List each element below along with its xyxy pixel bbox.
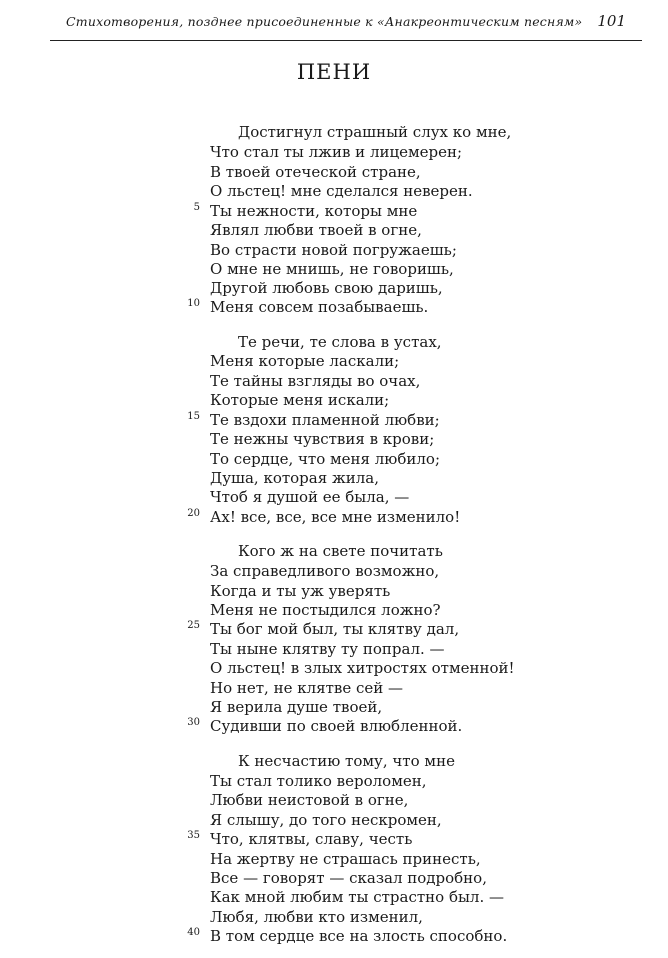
poem-line: Те речи, те слова в устах, [238, 333, 442, 351]
poem-line: Кого ж на свете почитать [238, 542, 443, 560]
running-title: Стихотворения, позднее присоединенные к «Анакреонтическим песням» [66, 14, 583, 29]
poem-line: Ты нежности, которы мне [210, 202, 418, 220]
poem-line: Меня совсем позабываешь. [210, 298, 429, 316]
poem-line: В твоей отеческой стране, [210, 163, 421, 181]
line-number: 15 [187, 411, 200, 422]
poem-line: Которые меня искали; [210, 391, 390, 409]
poem-line: К несчастию тому, что мне [238, 752, 455, 770]
poem-line: Что стал ты лжив и лицемерен; [210, 143, 463, 161]
poem-line: Судивши по своей влюбленной. [210, 717, 463, 735]
poem-line: Я слышу, до того нескромен, [210, 811, 442, 829]
poem-line: В том сердце все на злость способно. [210, 927, 508, 945]
poem-line: За справедливого возможно, [210, 562, 440, 580]
poem-title: ПЕНИ [296, 60, 372, 84]
poem-line: Ты бог мой был, ты клятву дал, [210, 620, 460, 638]
poem-line: Я верила душе твоей, [210, 698, 383, 716]
line-number: 35 [187, 830, 200, 841]
line-number: 5 [193, 202, 200, 213]
poem-line: Чтоб я душой ее была, — [210, 488, 410, 506]
poem-line: Душа, которая жила, [210, 469, 379, 487]
poem-line: То сердце, что меня любило; [210, 450, 440, 468]
poem-line: Те нежны чувствия в крови; [210, 430, 435, 448]
poem-line: Все — говорят — сказал подробно, [210, 869, 487, 887]
poem-line: Те тайны взгляды во очах, [210, 372, 421, 390]
poem-line: Как мной любим ты страстно был. — [210, 888, 504, 906]
poem-line: Достигнул страшный слух ко мне, [238, 123, 512, 141]
line-number: 30 [187, 717, 200, 728]
running-head [50, 12, 626, 38]
poem-line: Ты ныне клятву ту попрал. — [210, 640, 445, 658]
poem-line: Когда и ты уж уверять [210, 582, 391, 600]
poem-line: Меня не постыдился ложно? [210, 601, 441, 619]
poem-line: На жертву не страшась принесть, [210, 850, 481, 868]
page-number: 101 [597, 12, 626, 30]
poem-line: Что, клятвы, славу, честь [210, 830, 413, 848]
header-rule [50, 40, 642, 41]
line-number: 20 [187, 508, 200, 519]
poem-line: Те вздохи пламенной любви; [210, 411, 440, 429]
poem-line: Ах! все, все, все мне изменило! [210, 508, 461, 526]
poem-line: Любя, любви кто изменил, [210, 908, 423, 926]
poem-line: О мне не мнишь, не говоришь, [210, 260, 454, 278]
poem-line: Во страсти новой погружаешь; [210, 241, 457, 259]
line-number: 25 [187, 620, 200, 631]
line-number: 40 [187, 927, 200, 938]
poem-line: О льстец! мне сделался неверен. [210, 182, 473, 200]
poem-line: Ты стал толико вероломен, [210, 772, 427, 790]
poem-line: Другой любовь свою даришь, [210, 279, 443, 297]
poem-line: Меня которые ласкали; [210, 352, 400, 370]
poem-line: Являл любви твоей в огне, [210, 221, 422, 239]
poem-line: Но нет, не клятве сей — [210, 679, 404, 697]
line-number: 10 [187, 298, 200, 309]
poem-line: Любви неистовой в огне, [210, 791, 409, 809]
poem-line: О льстец! в злых хитростях отменной! [210, 659, 515, 677]
